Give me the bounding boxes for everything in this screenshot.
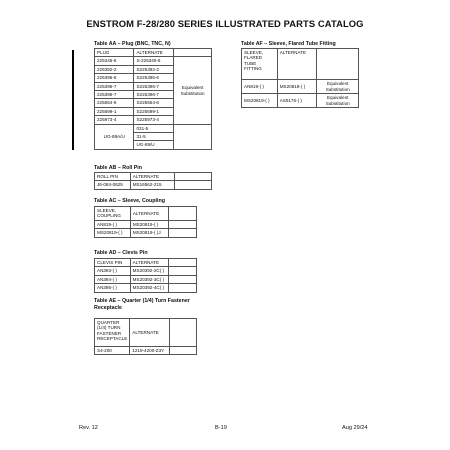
alternate-cell: MS20392-3C( )	[130, 275, 168, 283]
table-header-row	[95, 259, 197, 267]
table-row	[95, 57, 212, 65]
table-header-row	[95, 319, 197, 347]
column-header: ALTERNATE	[130, 207, 168, 221]
column-header: ALTERNATE	[130, 319, 169, 347]
part-number-cell: S4-200	[95, 347, 130, 355]
part-number-cell: AN819-( )	[242, 80, 278, 94]
column-header: CLEVIS PIN	[95, 259, 131, 267]
page-title: ENSTROM F-28/280 SERIES ILLUSTRATED PARTS CATALOG	[86, 18, 364, 29]
part-number-cell: 225392-2	[95, 65, 134, 73]
footer-revision: Rev. 12	[79, 425, 98, 431]
part-number-cell: AN394-( )	[95, 275, 131, 283]
table-ab	[94, 172, 212, 190]
alternate-cell: S225392-2	[134, 65, 174, 73]
table-ae-title: Table AE – Quarter (1/4) Turn Fastener Receptacle	[94, 298, 190, 311]
part-number-cell: AN393-( )	[95, 267, 131, 275]
alternate-cell: S225396-7	[134, 91, 174, 99]
table-row	[95, 284, 197, 292]
table-af	[241, 48, 359, 108]
column-header: ALTERNATE	[134, 49, 174, 57]
table-header-row	[95, 207, 197, 221]
alternate-cell: S225699-1	[134, 107, 174, 115]
table-row	[95, 221, 197, 229]
alternate-cell: AS5176-( )	[277, 94, 317, 108]
empty-cell	[168, 284, 196, 292]
alternate-cell: MS20819-( )	[277, 80, 317, 94]
part-number-cell: UG-89A/U	[95, 124, 134, 149]
footer-page-number: B-19	[215, 425, 227, 431]
substitution-note: Equivalent Substitution	[317, 80, 359, 94]
empty-cell	[174, 173, 212, 181]
table-header-row	[95, 173, 212, 181]
alternate-cell: S225554-6	[134, 99, 174, 107]
table-ae	[94, 318, 197, 355]
substitution-note: Equivalent Substitution	[174, 57, 212, 124]
alternate-cell: S225395-7	[134, 82, 174, 90]
alternate-cell: S225973-4	[134, 116, 174, 124]
table-ab-title: Table AB – Roll Pin	[94, 165, 142, 171]
empty-cell	[168, 267, 196, 275]
part-number-cell: 225396-7	[95, 91, 134, 99]
table-ac	[94, 206, 197, 238]
table-row	[95, 124, 212, 132]
empty-cell	[174, 49, 212, 57]
part-number-cell: AN819-( )	[95, 221, 131, 229]
table-row	[95, 181, 212, 189]
table-ac-title: Table AC – Sleeve, Coupling	[94, 198, 165, 204]
part-number-cell: 225395-6	[95, 74, 134, 82]
empty-cell	[168, 207, 196, 221]
table-af-title: Table AF – Sleeve, Flared Tube Fitting	[241, 41, 336, 47]
empty-cell	[168, 221, 196, 229]
part-number-cell: J6-084-0625	[95, 181, 131, 189]
alternate-cell: S225395-6	[134, 74, 174, 82]
empty-cell	[168, 275, 196, 283]
alternate-cell: UG-89/U	[134, 141, 174, 149]
alternate-cell: MS20819-( )J	[130, 229, 168, 237]
empty-cell	[174, 124, 212, 149]
empty-cell	[168, 259, 196, 267]
column-header: ALTERNATE	[130, 173, 174, 181]
column-header: SLEEVE, COUPLING	[95, 207, 131, 221]
alternate-cell: MS16562-215	[130, 181, 174, 189]
empty-cell	[174, 181, 212, 189]
part-number-cell: MS20819-( )	[242, 94, 278, 108]
empty-cell	[169, 347, 196, 355]
alternate-cell: MS20392-2C( )	[130, 267, 168, 275]
table-header-row	[95, 49, 212, 57]
part-number-cell: 225345-6	[95, 57, 134, 65]
table-ad	[94, 258, 197, 293]
column-header: SLEEVE, FLARED TUBE FITTING	[242, 49, 278, 80]
part-number-cell: AN395-( )	[95, 284, 131, 292]
substitution-note: Equivalent Substitution	[317, 94, 359, 108]
alternate-cell: 1219-4200-Z3Y	[130, 347, 169, 355]
column-header: ALTERNATE	[130, 259, 168, 267]
part-number-cell: MS20819-( )	[95, 229, 131, 237]
table-header-row	[242, 49, 359, 80]
table-row	[95, 229, 197, 237]
table-ad-title: Table AD – Clevis Pin	[94, 250, 148, 256]
column-header: PLUG	[95, 49, 134, 57]
footer-date: Aug 29/24	[342, 425, 368, 431]
table-row	[95, 267, 197, 275]
part-number-cell: 225973-4	[95, 116, 134, 124]
column-header: ROLL PIN	[95, 173, 131, 181]
empty-cell	[169, 319, 196, 347]
column-header: QUARTER (1/4) TURN FASTENER RECEPTACLE	[95, 319, 130, 347]
part-number-cell: 225395-7	[95, 82, 134, 90]
part-number-cell: 225699-1	[95, 107, 134, 115]
table-row	[95, 347, 197, 355]
alternate-cell: 031-5	[134, 124, 174, 132]
table-row	[95, 275, 197, 283]
alternate-cell: MS20392-4C( )	[130, 284, 168, 292]
part-number-cell: 225554-6	[95, 99, 134, 107]
alternate-cell: MS20819-( )	[130, 221, 168, 229]
column-header: ALTERNATE	[277, 49, 317, 80]
table-row	[242, 94, 359, 108]
table-row	[242, 80, 359, 94]
table-aa	[94, 48, 212, 150]
empty-cell	[317, 49, 359, 80]
revision-change-bar	[72, 50, 74, 150]
empty-cell	[168, 229, 196, 237]
table-aa-title: Table AA – Plug (BNC, TNC, N)	[94, 41, 171, 47]
alternate-cell: S-225345-6	[134, 57, 174, 65]
alternate-cell: 31-5	[134, 133, 174, 141]
